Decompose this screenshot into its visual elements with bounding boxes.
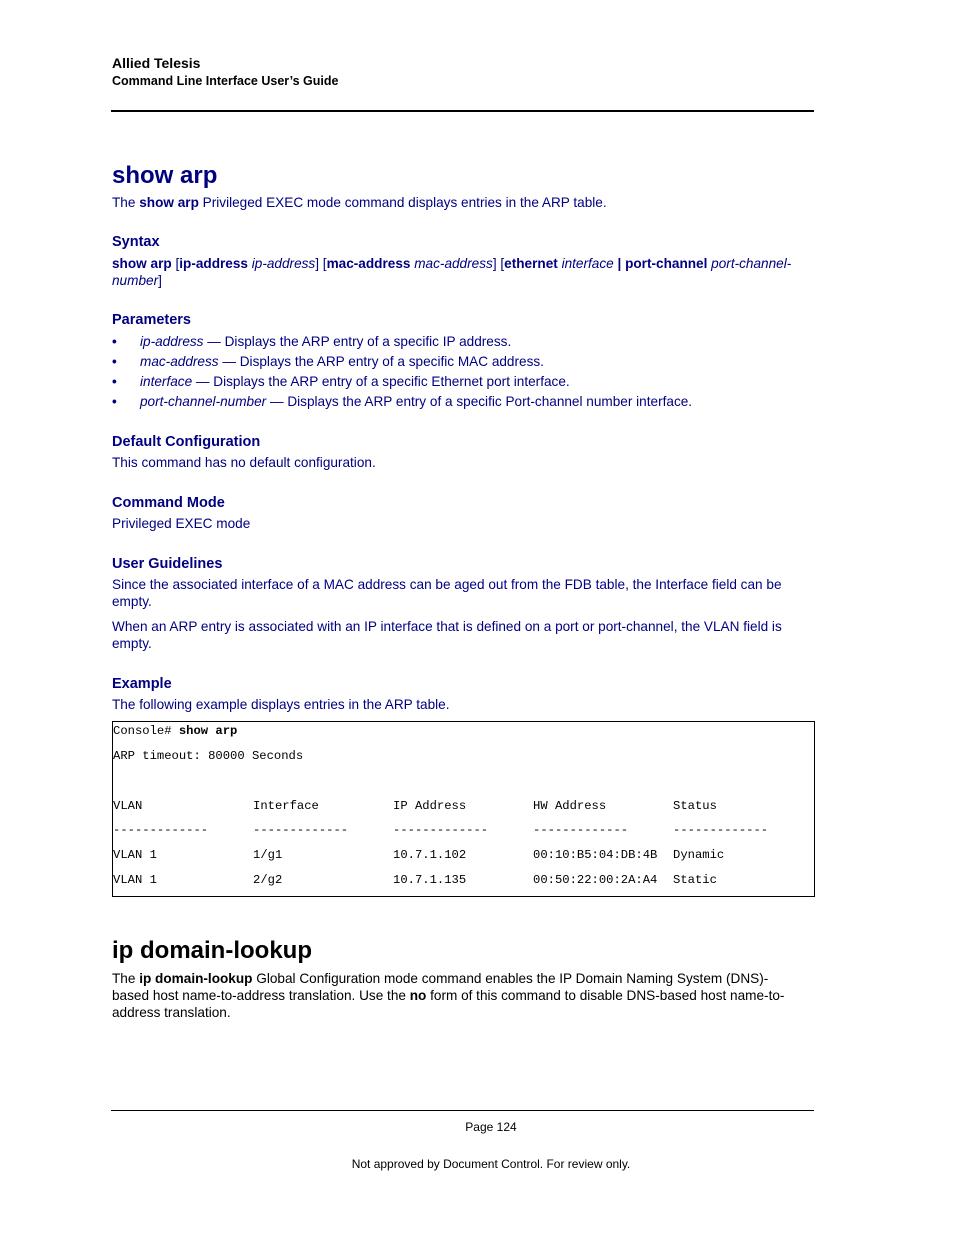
header-guide-title: Command Line Interface User’s Guide	[112, 74, 339, 88]
console-timeout-line: ARP timeout: 80000 Seconds	[113, 749, 304, 763]
table-cell: VLAN 1	[113, 848, 157, 862]
parameter-desc: — Displays the ARP entry of a specific MAC address.	[218, 354, 544, 369]
syntax-parts	[112, 256, 791, 271]
intro-text: Privileged EXEC mode command displays entries in the ARP table.	[198, 195, 607, 210]
syntax-keyword: ip-address	[179, 256, 248, 271]
table-cell: 00:10:B5:04:DB:4B	[533, 848, 658, 862]
column-header: Status	[673, 799, 717, 813]
syntax-arg: mac-address	[410, 256, 493, 271]
show-arp-intro	[112, 194, 814, 211]
guideline-line: When an ARP entry is associated with an IP interface that is defined on a port or port-channel, the VLAN field is	[112, 619, 782, 634]
bullet-icon: •	[112, 354, 117, 369]
guideline-line: empty.	[112, 636, 152, 651]
user-guidelines-heading: User Guidelines	[112, 556, 223, 572]
parameter-name: ip-address	[140, 334, 204, 349]
default-config-text: This command has no default configuration.	[112, 455, 376, 470]
console-output-box	[112, 721, 815, 897]
column-header: Interface	[253, 799, 319, 813]
parameter-desc: — Displays the ARP entry of a specific Port-channel number interface.	[266, 394, 693, 409]
syntax-arg: port-channel-	[707, 256, 792, 271]
parameter-name: mac-address	[140, 354, 219, 369]
ip-domain-lookup-line	[112, 987, 814, 1004]
syntax-keyword: | port-channel	[613, 256, 708, 271]
syntax-heading: Syntax	[112, 234, 160, 250]
syntax-arg: interface	[557, 256, 614, 271]
column-separator: -------------	[113, 823, 209, 837]
syntax-keyword: show arp	[112, 256, 172, 271]
syntax-arg: ip-address	[247, 256, 316, 271]
column-separator: -------------	[253, 823, 349, 837]
parameter-desc: — Displays the ARP entry of a specific IP address.	[203, 334, 512, 349]
table-cell: 1/g1	[253, 848, 283, 862]
syntax-keyword: ethernet	[504, 256, 558, 271]
body-text: based host name-to-address translation. Use the	[112, 988, 410, 1003]
syntax-bracket: ]	[158, 273, 162, 288]
syntax-bracket: [	[171, 256, 180, 271]
footer-rule	[111, 1110, 814, 1111]
column-separator: -------------	[533, 823, 629, 837]
command-mode-text: Privileged EXEC mode	[112, 516, 251, 531]
ip-domain-lookup-line	[112, 970, 814, 987]
column-separator: -------------	[673, 823, 769, 837]
header-company: Allied Telesis	[112, 55, 201, 71]
inline-command: no	[409, 988, 427, 1003]
bullet-icon: •	[112, 334, 117, 349]
parameter-item	[112, 373, 570, 390]
default-config-heading: Default Configuration	[112, 434, 261, 450]
syntax-keyword: mac-address	[326, 256, 411, 271]
parameters-heading: Parameters	[112, 312, 191, 328]
syntax-bracket: ] [	[492, 256, 505, 271]
bullet-icon: •	[112, 374, 117, 389]
guideline-line: Since the associated interface of a MAC address can be aged out from the FDB table, the Interface field can be	[112, 577, 782, 592]
command-mode-heading: Command Mode	[112, 495, 225, 511]
parameter-name: port-channel-number	[140, 394, 267, 409]
table-cell: VLAN 1	[113, 873, 157, 887]
example-heading: Example	[112, 676, 172, 692]
intro-text: The	[112, 195, 140, 210]
bullet-icon: •	[112, 394, 117, 409]
syntax-arg: number	[112, 273, 159, 288]
review-notice: Not approved by Document Control. For review only.	[351, 1157, 631, 1171]
guideline-line: empty.	[112, 594, 152, 609]
column-separator: -------------	[393, 823, 489, 837]
table-cell: 10.7.1.102	[393, 848, 467, 862]
table-cell: Static	[673, 873, 717, 887]
body-text: The	[112, 971, 140, 986]
syntax-line	[112, 255, 814, 272]
parameter-desc: — Displays the ARP entry of a specific Ethernet port interface.	[192, 374, 570, 389]
header-rule	[111, 110, 814, 112]
column-header: IP Address	[393, 799, 467, 813]
syntax-line-2	[112, 272, 814, 289]
parameter-name: interface	[140, 374, 193, 389]
column-header: HW Address	[533, 799, 607, 813]
parameter-item	[112, 333, 511, 350]
console-prompt: Console#	[113, 724, 179, 738]
page-number: Page 124	[465, 1120, 517, 1134]
table-cell: 2/g2	[253, 873, 283, 887]
syntax-bracket: ] [	[315, 256, 327, 271]
inline-command: ip domain-lookup	[139, 971, 253, 986]
table-cell: Dynamic	[673, 848, 725, 862]
table-cell: 10.7.1.135	[393, 873, 467, 887]
parameter-item	[112, 353, 544, 370]
console-command-line	[113, 724, 237, 738]
intro-command: show arp	[139, 195, 199, 210]
body-text: Global Configuration mode command enables the IP Domain Naming System (DNS)-	[252, 971, 769, 986]
section-title-ip-domain-lookup: ip domain-lookup	[112, 937, 312, 964]
column-header: VLAN	[113, 799, 143, 813]
section-title-show-arp: show arp	[112, 162, 218, 189]
table-cell: 00:50:22:00:2A:A4	[533, 873, 658, 887]
console-command: show arp	[178, 724, 238, 738]
example-text: The following example displays entries in the ARP table.	[112, 697, 450, 712]
parameter-item	[112, 393, 692, 410]
body-text: form of this command to disable DNS-based host name-to-	[426, 988, 785, 1003]
ip-domain-lookup-line: address translation.	[112, 1005, 231, 1020]
